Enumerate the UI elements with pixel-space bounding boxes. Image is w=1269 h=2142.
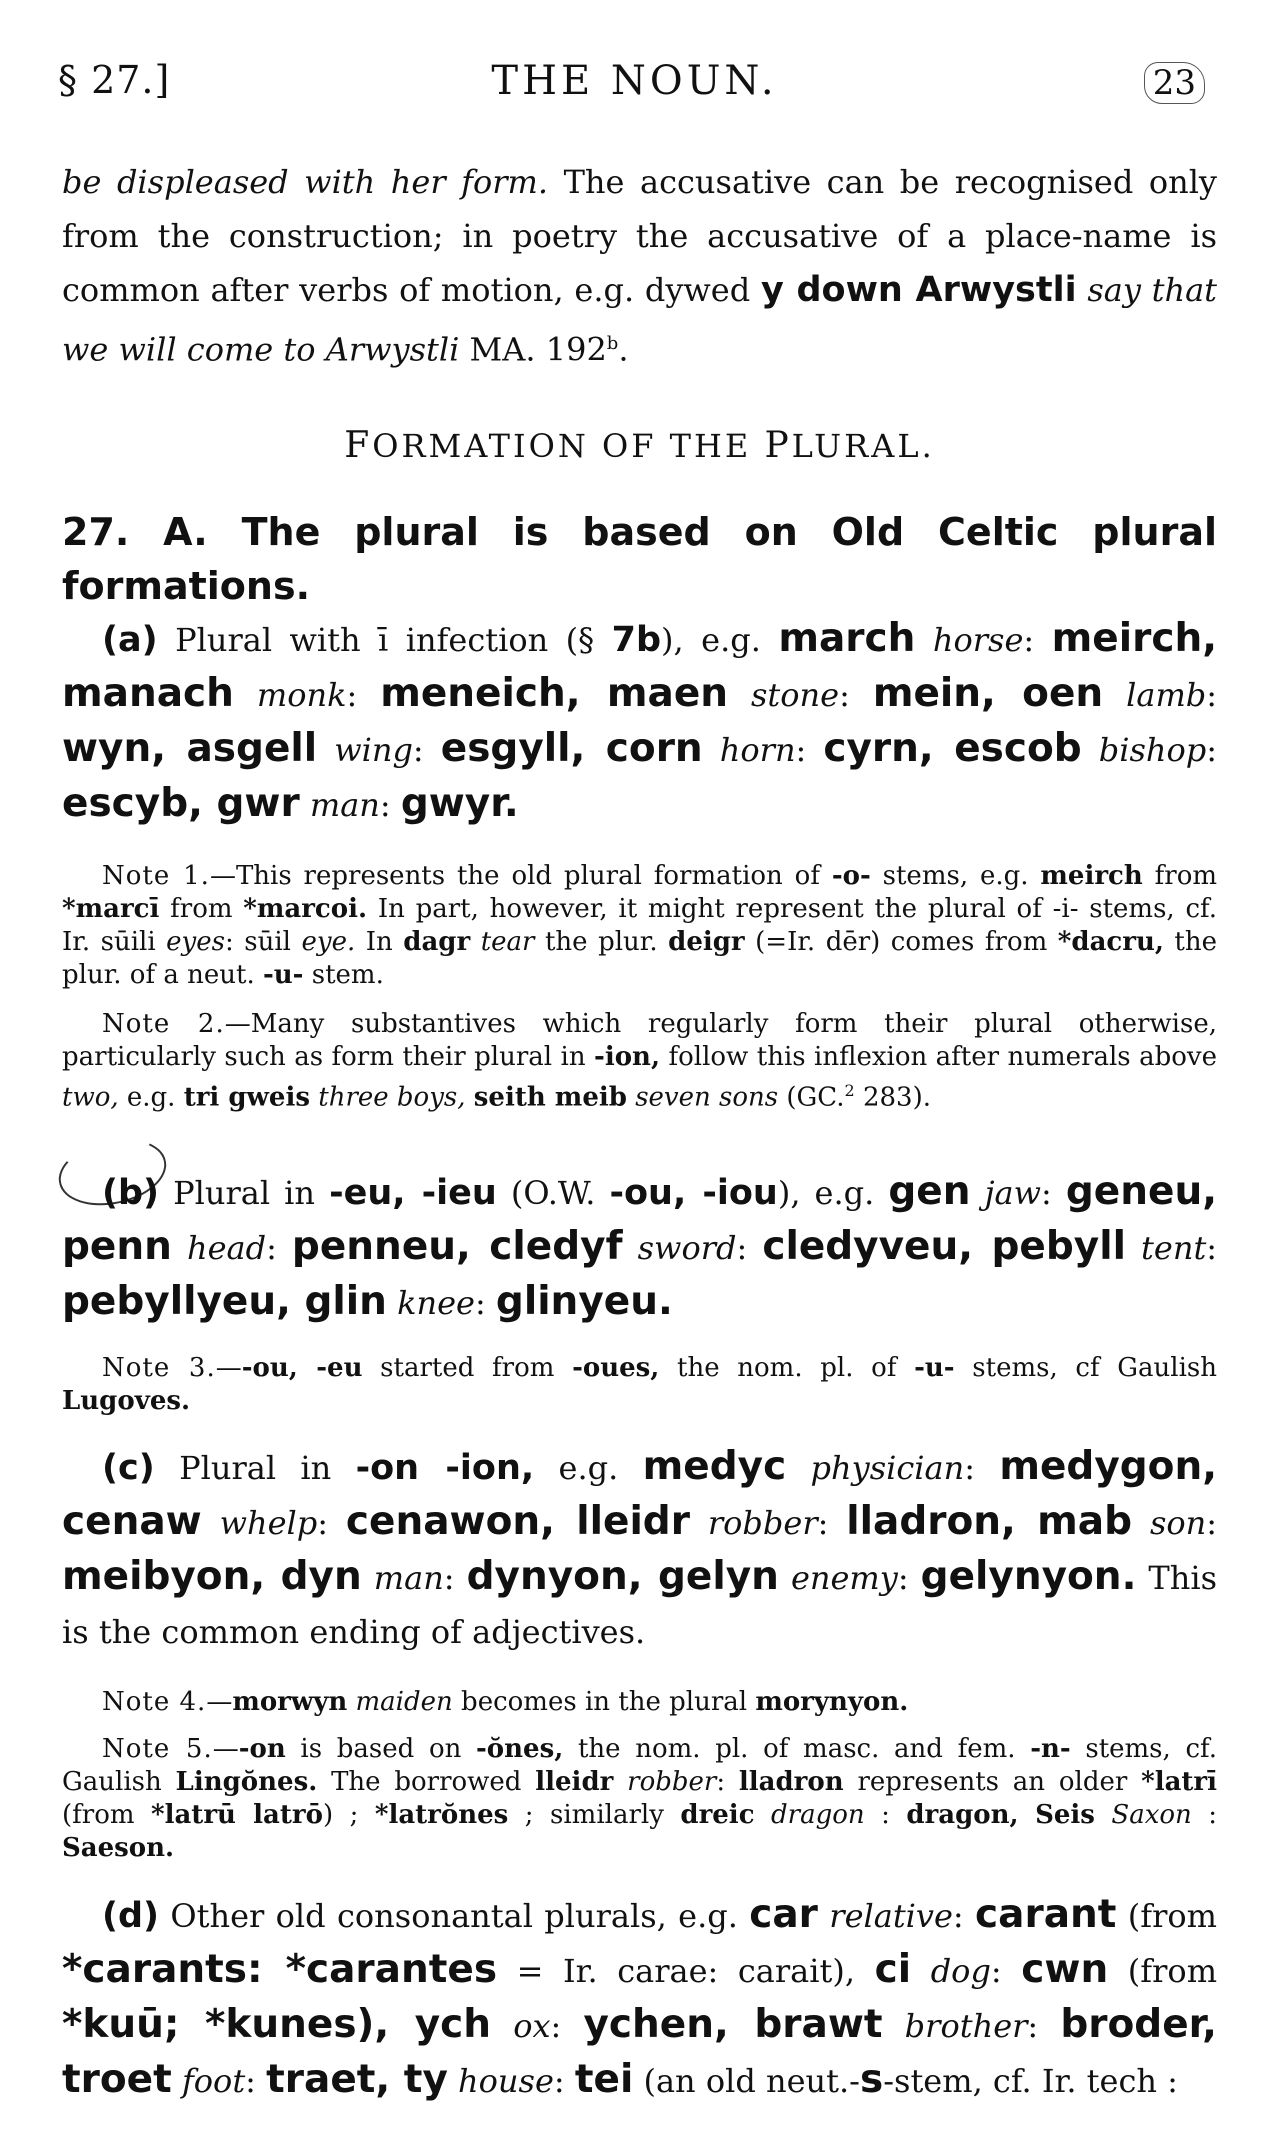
section-reference: § 27.] xyxy=(58,58,171,102)
subsection-a: (a) Plural with ī infection (§ 7b), e.g. march horse: meirch, manach monk: meneich, maen stone: mein, oen lamb: wyn, asgell wing: esgyll, corn horn: cyrn, escob bishop: escyb, gwr man: gwyr. xyxy=(62,616,1218,826)
paragraph-27a: 27. A. The plural is based on Old Celtic plural formations. xyxy=(62,510,1217,608)
note-3: Note 3.—-ou, -eu started from -oues, the nom. pl. of -u- stems, cf Gaulish Lugoves. xyxy=(62,1353,1217,1416)
intro-paragraph: be displeased with her form. The accusative can be recognised only from the construction; in poetry the accusative of a place-name is common after verbs of motion, e.g. dywed y down Arwystli say that we will come to Arwystli MA. 192$^b$. xyxy=(62,163,1218,369)
running-header xyxy=(58,58,1211,108)
page-title: THE NOUN. xyxy=(491,58,778,104)
note-5: Note 5.—-on is based on -ŏnes, the nom. pl. of masc. and fem. -n- stems, cf. Gaulish Lingŏnes. The borrowed lleidr robber: lladron represents an older *latrī (from *latrū latrō) ; *latrŏnes ; similarly dreic dragon : dragon, Seis Saxon : Saeson. xyxy=(62,1734,1218,1863)
subsection-d: (d) Other old consonantal plurals, e.g. car relative: carant (from *carants: *carantes = Ir. carae: carait), ci dog: cwn (from *kuū; *kunes), ych ox: ychen, brawt brother: broder, troet foot: traet, ty house: tei (an old neut.-s-stem, cf. Ir. tech : xyxy=(62,1892,1218,2102)
section-heading: FORMATION OF THE PLURAL. xyxy=(344,425,935,466)
page-number: 23 xyxy=(1144,62,1205,104)
subsection-c: (c) Plural in -on -ion, e.g. medyc physician: medygon, cenaw whelp: cenawon, lleidr robber: lladron, mab son: meibyon, dyn man: dynyon, gelyn enemy: gelynyon. This is the common ending of adjectives. xyxy=(62,1444,1218,1651)
note-4: Note 4.—morwyn maiden becomes in the plural morynyon. xyxy=(102,1687,909,1717)
note-2: Note 2.—Many substantives which regularly form their plural otherwise, particularly such as form their plural in -ion, follow this inflexion after numerals above two, e.g. tri gweis three boys, seith meib seven sons (GC.$^2$ 283). xyxy=(62,1009,1217,1113)
note-1: Note 1.—This represents the old plural formation of -o- stems, e.g. meirch from *marcī from *marcoi. In part, however, it might represent the plural of -i- stems, cf. Ir. sūili eyes: sūil eye. In dagr tear the plur. deigr (=Ir. dēr) comes from *dacru, the plur. of a neut. -u- stem. xyxy=(62,861,1218,990)
subsection-b: (b) Plural in -eu, -ieu (O.W. -ou, -iou), e.g. gen jaw: geneu, penn head: penneu, cledyf sword: cledyveu, pebyll tent: pebyllyeu, glin knee: glinyeu. xyxy=(62,1169,1218,1324)
